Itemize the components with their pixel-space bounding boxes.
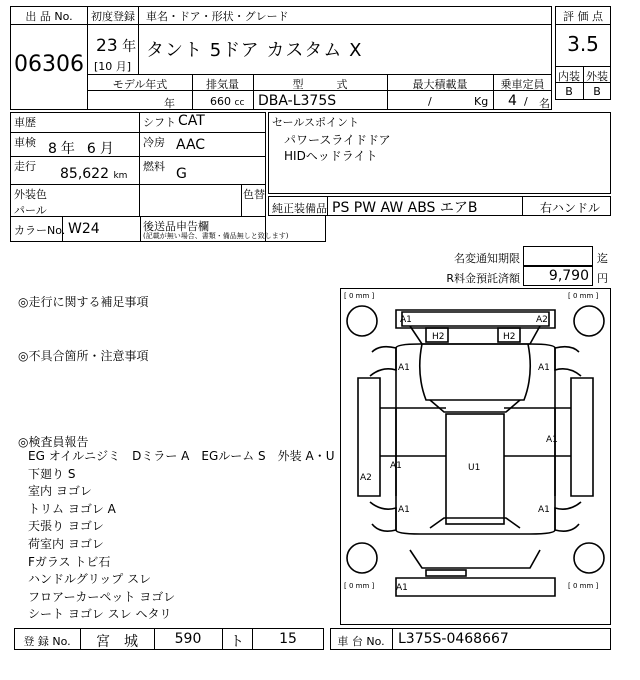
reg-no-label: 登 録 No. <box>23 635 71 648</box>
interior-label: 内装 <box>558 70 580 83</box>
genuine-equip-label: 純正装備品 <box>272 202 327 215</box>
max-load-slash: / <box>428 95 432 108</box>
name-change-box <box>523 246 593 266</box>
type-value: DBA-L375S <box>258 93 337 109</box>
tire-depth-front-left: [ 0 mm ] <box>344 292 375 300</box>
note-line: シート ヨゴレ スレ ヘタリ <box>28 607 172 622</box>
color-no-label: カラーNo. <box>14 224 66 237</box>
front-left-fender <box>370 347 396 376</box>
color-change-label: 色替 <box>243 188 265 201</box>
license-plate <box>426 570 466 576</box>
note-line: フロアーカーペット ヨゴレ <box>28 589 176 604</box>
mark-a1-left-upper: A1 <box>398 363 410 373</box>
tire-rear-right <box>574 543 604 573</box>
driving-notes-title: ◎走行に関する補足事項 <box>18 295 149 309</box>
recycle-unit: 円 <box>597 272 608 285</box>
mark-a1-bottom: A1 <box>396 583 408 593</box>
note-line: ハンドルグリップ スレ <box>28 572 152 587</box>
type-label: 型 式 <box>292 78 348 91</box>
mark-a2-left: A2 <box>360 473 372 483</box>
tire-front-right <box>574 306 604 336</box>
fuel-value: G <box>176 166 187 182</box>
inspector-notes-list <box>28 448 334 624</box>
recycle-label: R料金預託済額 <box>446 272 520 285</box>
interior-grade: B <box>565 85 573 98</box>
name-change-label: 名変通知期限 <box>454 252 520 265</box>
steering-value: 右ハンドル <box>540 201 601 215</box>
mark-a1-right-lower: A1 <box>538 505 550 515</box>
mark-h2-right: H2 <box>503 332 516 342</box>
sales-point-line2: HIDヘッドライト <box>284 149 378 163</box>
front-bumper-inner <box>402 312 549 326</box>
rear-bumper <box>396 578 555 596</box>
history-label: 車歴 <box>14 116 36 129</box>
mark-h2-left: H2 <box>432 332 445 342</box>
first-reg-month: [10 月] <box>94 60 132 73</box>
reg-number: 15 <box>279 631 297 647</box>
rear-window <box>430 518 520 528</box>
mileage-label: 走行 <box>14 160 36 173</box>
capacity-unit: 名 <box>539 97 550 110</box>
rear-left-fender <box>370 502 396 531</box>
sales-point-line1: パワースライドドア <box>284 133 391 147</box>
max-load-label: 最大積載量 <box>412 78 468 91</box>
car-diagram <box>340 288 611 625</box>
displacement-label: 排気量 <box>206 78 239 91</box>
note-line: 下廻り S <box>28 466 76 481</box>
color-value: パール <box>14 204 47 217</box>
note-line: 室内 ヨゴレ <box>28 484 92 499</box>
car-name: タント 5ドア カスタム X <box>146 40 363 61</box>
note-line: EG オイルニジミ Dミラー A EGルーム S 外装 A・U <box>28 449 335 463</box>
rear-right-fender <box>555 502 581 531</box>
hood <box>420 344 531 400</box>
tire-depth-rear-right: [ 0 mm ] <box>568 582 599 590</box>
mark-a1-left-mid: A1 <box>390 461 402 471</box>
mark-u1-roof: U1 <box>468 463 481 473</box>
lot-label: 出 品 No. <box>25 10 73 23</box>
score-value: 3.5 <box>567 32 599 56</box>
model-year-unit: 年 <box>164 97 175 110</box>
exterior-grade: B <box>593 85 601 98</box>
mark-a1-right-upper: A1 <box>538 363 550 373</box>
mark-a1-top-left: A1 <box>400 315 412 325</box>
note-line: Fガラス トビ石 <box>28 554 111 569</box>
fuel-label: 燃料 <box>143 160 165 173</box>
note-line: トリム ヨゴレ A <box>28 501 116 516</box>
first-reg-year: 23 年 <box>96 36 137 56</box>
tailgate <box>410 550 540 568</box>
mark-a1-right-mid: A1 <box>546 435 558 445</box>
mileage-value: 85,622 km <box>60 166 128 182</box>
tire-depth-front-right: [ 0 mm ] <box>568 292 599 300</box>
note-line: 天張り ヨゴレ <box>28 519 104 534</box>
front-right-fender <box>555 347 581 376</box>
capacity-slash: / <box>524 95 528 108</box>
shift-value: CAT <box>178 113 205 129</box>
mark-a1-left-lower: A1 <box>398 505 410 515</box>
chassis-label: 車 台 No. <box>337 635 385 648</box>
tire-rear-left <box>347 543 377 573</box>
name-change-unit: 迄 <box>597 252 608 265</box>
inspection-value: 8 年 6 月 <box>48 141 114 157</box>
inspection-label: 車検 <box>14 136 36 149</box>
score-label: 評 価 点 <box>563 10 603 23</box>
windshield <box>430 400 520 412</box>
max-load-unit: Kg <box>474 95 489 108</box>
exterior-label: 外装 <box>586 70 608 83</box>
defects-notes-title: ◎不具合箇所・注意事項 <box>18 349 149 363</box>
reg-class: 590 <box>174 631 202 647</box>
genuine-equip-value: PS PW AW ABS エアB <box>332 200 478 216</box>
recycle-value: 9,790 <box>548 268 589 284</box>
color-label: 外装色 <box>14 188 47 201</box>
reg-area: 宮 城 <box>96 634 138 650</box>
ac-value: AAC <box>176 137 206 153</box>
docs-note: (記載が無い場合、書類・備品無しと致します) <box>143 232 289 240</box>
displacement-value: 660 cc <box>210 95 245 108</box>
car-name-label: 車名・ドア・形状・グレード <box>146 10 289 23</box>
model-year-label: モデル年式 <box>112 78 168 91</box>
shift-label: シフト <box>143 116 176 129</box>
reg-kana: ト <box>230 634 244 650</box>
lot-number: 06306 <box>14 52 84 77</box>
color-no-value: W24 <box>68 221 100 237</box>
note-line: 荷室内 ヨゴレ <box>28 536 104 551</box>
tire-front-left <box>347 306 377 336</box>
inspector-notes-title: ◎検査員報告 <box>18 435 89 449</box>
capacity-value: 4 <box>508 93 517 109</box>
docs-label: 後送品申告欄 <box>143 220 209 233</box>
first-reg-label: 初度登録 <box>91 10 135 23</box>
right-side <box>571 378 593 496</box>
capacity-label: 乗車定員 <box>500 78 545 91</box>
mark-a2-top-right: A2 <box>536 315 548 325</box>
tire-depth-rear-left: [ 0 mm ] <box>344 582 375 590</box>
chassis-value: L375S-0468667 <box>398 631 509 647</box>
sales-point-label: セールスポイント <box>272 116 360 129</box>
ac-label: 冷房 <box>143 136 165 149</box>
